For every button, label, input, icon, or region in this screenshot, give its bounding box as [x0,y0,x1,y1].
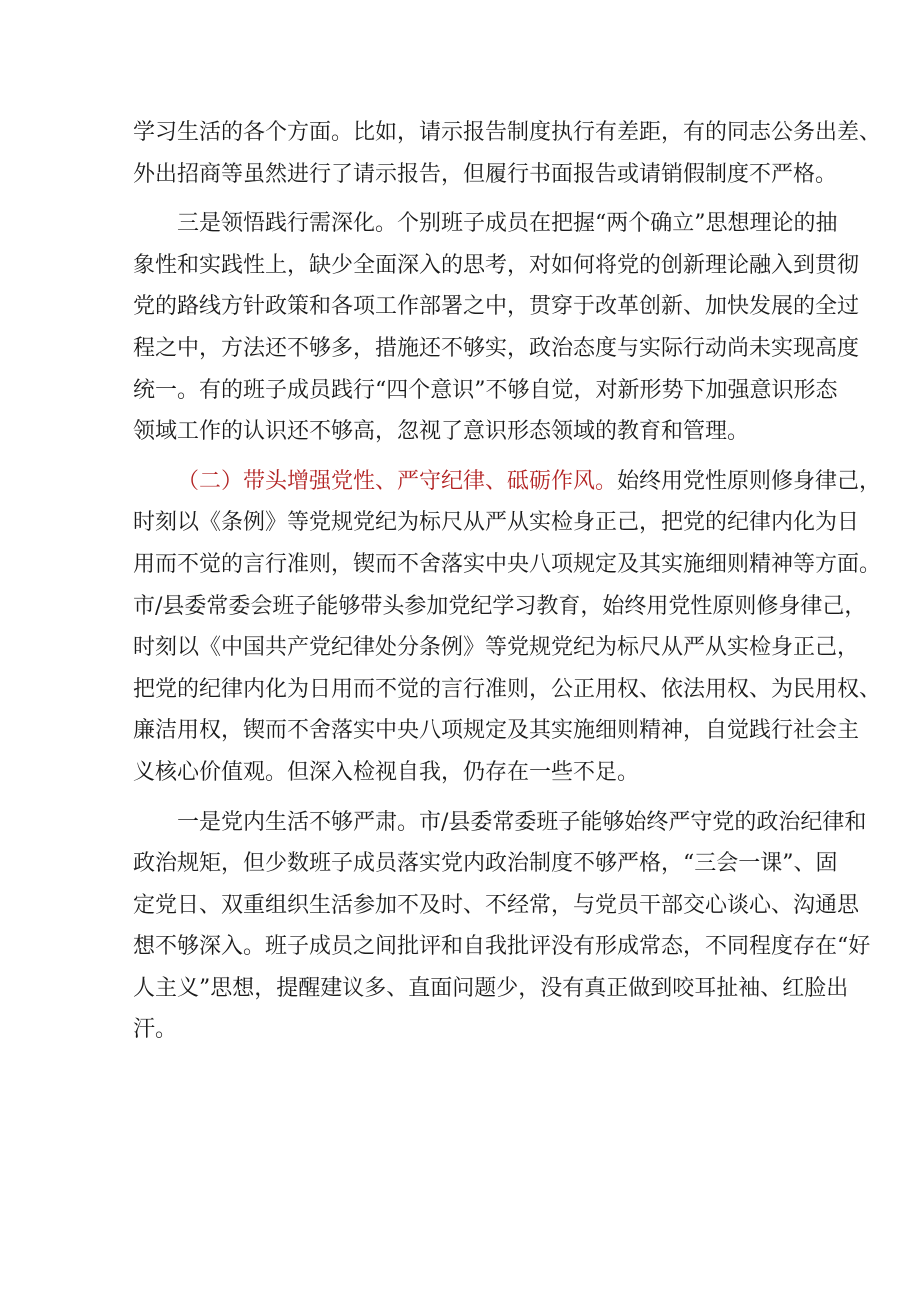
paragraph-4 [133,802,871,1052]
paragraph-line: 三是领悟践行需深化。个别班子成员在把握“两个确立”思想理论的抽 [177,211,838,237]
paragraph-line: 廉洁用权，锲而不舍落实中央八项规定及其实施细则精神，自觉践行社会主 [133,718,860,744]
section-heading: （二）带头增强党性、严守纪律、砥砺作风。 [177,468,618,494]
paragraph-line: 定党日、双重组织生活参加不及时、不经常，与党员干部交心谈心、沟通思 [133,892,860,918]
paragraph-2 [133,203,860,453]
paragraph-line: 想不够深入。班子成员之间批评和自我批评没有形成常态，不同程度存在“好 [133,934,871,960]
heading-line-rest: 始终用党性原则修身律己， [617,468,882,494]
paragraph-line: 把党的纪律内化为日用而不觉的言行准则，公正用权、依法用权、为民用权、 [133,676,882,702]
paragraph-line: 统一。有的班子成员践行“四个意识”不够自觉，对新形势下加强意识形态 [133,377,838,403]
paragraph-line: 外出招商等虽然进行了请示报告，但履行书面报告或请销假制度不严格。 [133,161,838,187]
paragraph-line: 一是党内生活不够严肃。市/县委常委班子能够始终严守党的政治纪律和 [177,809,867,835]
paragraph-line: 市/县委常委会班子能够带头参加党纪学习教育，始终用党性原则修身律己， [133,593,867,619]
paragraph-line: 义核心价值观。但深入检视自我，仍存在一些不足。 [133,759,640,785]
paragraph-line: 领域工作的认识还不够高，忽视了意识形态领域的教育和管理。 [133,419,750,445]
paragraph-first-line [133,461,882,503]
paragraph-line: 汗。 [133,1017,178,1043]
paragraph-line: 用而不觉的言行准则，锲而不舍落实中央八项规定及其实施细则精神等方面。 [133,551,882,577]
paragraph-line: 时刻以《中国共产党纪律处分条例》等党规党纪为标尺从严从实检身正己， [133,635,860,661]
paragraph-line: 象性和实践性上，缺少全面深入的思考，对如何将党的创新理论融入到贯彻 [133,252,860,278]
paragraph-line: 时刻以《条例》等党规党纪为标尺从严从实检身正己，把党的纪律内化为日 [133,510,860,536]
paragraph-line: 学习生活的各个方面。比如，请示报告制度执行有差距，有的同志公务出差、 [133,120,882,145]
paragraph-line: 人主义”思想，提醒建议多、直面问题少，没有真正做到咬耳扯袖、红脸出 [133,975,849,1001]
document-body [133,112,882,1051]
paragraph-line: 党的路线方针政策和各项工作部署之中，贯穿于改革创新、加快发展的全过 [133,294,860,320]
paragraph-line: 政治规矩，但少数班子成员落实党内政治制度不够严格，“三会一课”、固 [133,851,838,877]
paragraph-1 [133,112,882,195]
paragraph-3 [133,461,882,794]
paragraph-line: 程之中，方法还不够多，措施还不够实，政治态度与实际行动尚未实现高度 [133,335,860,361]
